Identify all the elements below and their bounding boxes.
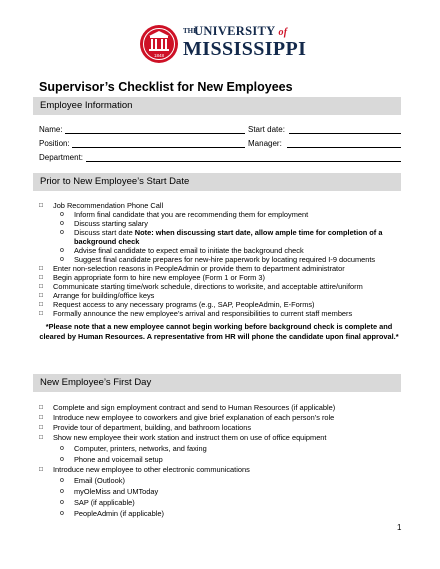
page-number: 1 <box>397 523 402 532</box>
bullet-icon: o <box>60 247 64 254</box>
bullet-icon: o <box>60 456 64 463</box>
checkbox-icon[interactable]: □ <box>39 292 43 299</box>
position-label: Position: <box>39 139 70 148</box>
bullet-icon: o <box>60 445 64 452</box>
section-first-day: New Employee’s First Day <box>33 374 401 392</box>
checkbox-icon[interactable]: □ <box>39 424 43 431</box>
name-label: Name: <box>39 125 63 134</box>
section-prior-to-start-date: Prior to New Employee’s Start Date <box>33 173 401 191</box>
bullet-icon: o <box>60 211 64 218</box>
bullet-icon: o <box>60 256 64 263</box>
bullet-icon: o <box>60 488 64 495</box>
start-date-label: Start date: <box>248 125 285 134</box>
department-field[interactable] <box>86 161 401 162</box>
checkbox-icon[interactable]: □ <box>39 301 43 308</box>
page-title: Supervisor’s Checklist for New Employees <box>39 80 293 94</box>
checkbox-icon[interactable]: □ <box>39 274 43 281</box>
manager-field[interactable] <box>287 147 401 148</box>
checkbox-icon[interactable]: □ <box>39 310 43 317</box>
start-date-field[interactable] <box>289 133 401 134</box>
bullet-icon: o <box>60 229 64 236</box>
subitem-start-date-cont: background check <box>74 237 140 246</box>
checkbox-icon[interactable]: □ <box>39 414 43 421</box>
bullet-icon: o <box>60 220 64 227</box>
university-seal-icon <box>139 24 179 64</box>
checkbox-icon[interactable]: □ <box>39 434 43 441</box>
university-logo <box>139 24 309 68</box>
seal-year: 1848 <box>153 53 165 58</box>
logo-mississippi: MISSISSIPPI <box>183 38 307 60</box>
checkbox-icon[interactable]: □ <box>39 404 43 411</box>
checkbox-icon[interactable]: □ <box>39 202 43 209</box>
logo-the: THE <box>183 27 198 35</box>
background-check-notice: *Please note that a new employee cannot begin working before background check is complete and cleared by Human Resources. A representative from HR will phone the candidate upon final approval.* <box>39 322 399 341</box>
name-field[interactable] <box>65 133 245 134</box>
bullet-icon: o <box>60 477 64 484</box>
manager-label: Manager: <box>248 139 282 148</box>
bullet-icon: o <box>60 510 64 517</box>
section-employee-information: Employee Information <box>33 97 401 115</box>
bullet-icon: o <box>60 499 64 506</box>
logo-university: UNIVERSITY of <box>194 24 288 38</box>
checkbox-icon[interactable]: □ <box>39 283 43 290</box>
checkbox-icon[interactable]: □ <box>39 466 43 473</box>
checkbox-icon[interactable]: □ <box>39 265 43 272</box>
department-label: Department: <box>39 153 84 162</box>
position-field[interactable] <box>72 147 245 148</box>
